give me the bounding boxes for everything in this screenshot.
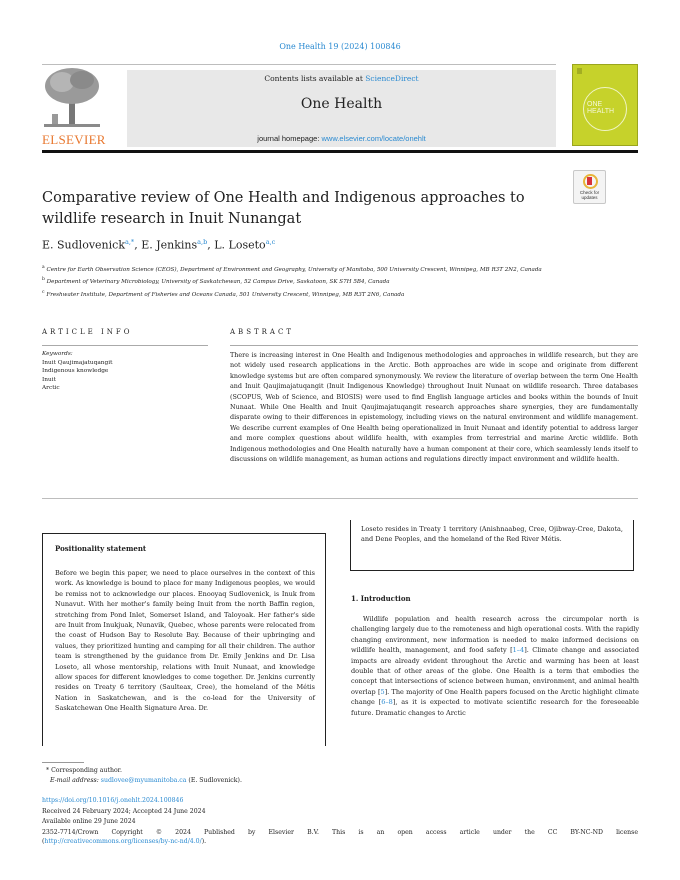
journal-homepage: journal homepage: www.elsevier.com/locate/onehlt	[257, 134, 426, 143]
available-online-date: Available online 29 June 2024	[42, 818, 136, 825]
positionality-heading: Positionality statement	[55, 544, 147, 553]
elsevier-tree-icon	[42, 66, 102, 130]
keyword-item: Indigenous knowledge	[42, 368, 109, 374]
author-name[interactable]: E. Jenkins	[141, 238, 198, 252]
elsevier-logo[interactable]	[42, 66, 106, 148]
article-title: Comparative review of One Health and Indigenous approaches to wildlife research in Inuit Nunangat	[42, 190, 525, 227]
abstract-rule	[230, 345, 638, 346]
header-bottom-rule	[42, 150, 638, 153]
header-top-rule	[42, 64, 556, 65]
check-for-updates-button[interactable]: Check for updates	[573, 170, 606, 204]
positionality-box-continued	[350, 520, 634, 571]
article-info-rule	[42, 345, 208, 346]
abstract-heading: ABSTRACT	[230, 328, 295, 336]
cover-title: ONE HEALTH	[587, 101, 615, 115]
sciencedirect-link[interactable]: ScienceDirect	[365, 74, 419, 83]
copyright-notice: 2352-7714/Crown Copyright © 2024 Published by Elsevier B.V. This is an open access article under the CC BY-NC-ND license	[42, 829, 638, 836]
introduction-paragraph: Wildlife population and health research across the circumpolar north is challenging largely due to the remoteness and high operational costs. With the rapidly changing environment, new information is needed to make informed decisions on wildlife health, management, and food safety [1–4]. Climate change and associated impacts are already evident throughout the Arctic and warming has been at least double that of other areas of the globe. One Health is a term that embodies the concept that intersections of science between human, environment, and animal health overlap [5]. The majority of One Health papers focused on the Arctic highlight climate change [6–8], as it is expected to motivate scientific research for the foreseeable future. Dramatic changes to Arctic	[351, 615, 639, 717]
abstract-text: There is increasing interest in One Health and Indigenous methodologies and approaches in wildlife research, but they are not widely used research applications in the Arctic. Both approaches are wide in scope and originate from different knowledge systems but are often compared synonymously. We review the literature of overlap between the term One Health and Inuit Qaujimajatuqangit (Inuit Indigenous Knowledge) throughout Inuit Nunaat on wildlife research. Three databases (SCOPUS, Web of Science, and BIOSIS) were used to find English language articles and books within the bounds of Inuit Nunaat. While One Health and Inuit Qaujimajatuqangit research approaches share synergies, they are fundamentally disparate owing to their differences in epistemology, including views on the natural environment and wildlife management. We describe current examples of One Health being operationalized in Inuit Nunaat and identify potential to address larger and more complex questions about wildlife health, with examples from terrestrial and marine Arctic wildlife. Both Indigenous methodologies and One Health naturally have a human component at their core, which seamlessly lends itself to discussions on wildlife management, as human actions and regulations directly impact environment and wildlife health.	[230, 351, 638, 464]
license-link[interactable]: http://creativecommons.org/licenses/by-nc-nd/4.0/	[44, 838, 202, 845]
author-name[interactable]: E. Sudlovenick	[42, 238, 125, 252]
citation-link[interactable]: 5	[380, 687, 385, 696]
journal-banner	[127, 70, 556, 147]
positionality-box	[42, 533, 326, 746]
journal-reference[interactable]: One Health 19 (2024) 100846	[279, 42, 401, 51]
author-name[interactable]: L. Loseto	[214, 238, 266, 252]
doi-link[interactable]: https://doi.org/10.1016/j.onehlt.2024.100846	[42, 797, 184, 804]
section-separator-rule	[42, 498, 638, 499]
keyword-item: Arctic	[42, 385, 60, 391]
corresponding-author-footnote: * Corresponding author. E-mail address: sudlovee@myumanitoba.ca (E. Sudlovenick).	[46, 767, 242, 784]
article-info-heading: ARTICLE INFO	[42, 328, 133, 336]
journal-title: One Health	[300, 96, 383, 112]
author-affiliation-marks[interactable]: a,*	[124, 238, 135, 246]
author-affiliation-marks[interactable]: a,b	[197, 238, 208, 246]
affiliation-item: $^c$ Freshwater Institute, Department of Fisheries and Oceans Canada, 501 University Crescent, Winnipeg, MB R3T 2N6, Canada	[42, 289, 405, 298]
journal-homepage-link[interactable]: www.elsevier.com/locate/onehlt	[321, 134, 426, 143]
keyword-item: Inuit Qaujimajatuqangit	[42, 359, 113, 366]
keywords-label: Keywords:	[42, 351, 73, 357]
keyword-item: Inuit	[42, 376, 56, 383]
citation-link[interactable]: 1–4	[512, 646, 525, 655]
contents-available: Contents lists available at ScienceDirect	[264, 74, 419, 83]
affiliations	[42, 263, 602, 300]
affiliation-item: $^b$ Department of Veterinary Microbiology, University of Saskatchewan, 52 Campus Drive, Saskatoon, SK S7H 5B4, Canada	[42, 277, 390, 286]
journal-cover-image[interactable]	[572, 64, 638, 146]
introduction-heading: 1. Introduction	[351, 594, 411, 603]
keywords-list	[42, 350, 112, 393]
author-affiliation-marks[interactable]: a,c	[265, 238, 276, 246]
elsevier-mini-logo-icon	[577, 68, 582, 74]
crossmark-flag-icon	[587, 177, 592, 185]
author-list: E. Sudlovenick$^{a,*}$, E. Jenkins$^{a,b}$, L. Loseto$^{a,c}$	[42, 238, 276, 252]
positionality-text: Before we begin this paper, we need to place ourselves in the context of this work. As knowledge is bound to place for many Indigenous peoples, we would be remiss not to acknowledge our places. Enooyaq Sudlovenick, is Inuk from Nunavut. With her mother's family being Inuit from the north Baffin region, stretching from Pond Inlet, Somerset Island, and Taloyoak. Her father's side are Inuit from Inukjuak, Nunavik, Quebec, whose parents were relocated from the coast of Hudson Bay to Resolute Bay. Because of their upbringing and values, they prioritized hunting and camping for all their children. The author team is strengthened by the guidance from Dr. Emily Jenkins and Dr. Lisa Loseto, all whose mentorship, relations with Inuit Nunaat, and knowledge allow spaces for different knowledges to come together. Dr. Jenkins currently resides on Treaty 6 territory (Saulteax, Cree), the homeland of the Métis Nation in Saskatchewan, and is the co-lead for the University of Saskatchewan One Health Signature Area. Dr.	[55, 569, 315, 713]
received-accepted-dates: Received 24 February 2024; Accepted 24 June 2024	[42, 808, 206, 815]
positionality-text-continued: Loseto resides in Treaty 1 territory (Anishnaabeg, Cree, Ojibway-Cree, Dakota, and Dene Peoples, and the homeland of the Red River Métis.	[361, 525, 623, 544]
affiliation-item: $^a$ Centre for Earth Observation Science (CEOS), Department of Environment and Geography, University of Manitoba, 500 University Crescent, Winnipeg, MB R3T 2N2, Canada	[42, 265, 542, 273]
elsevier-wordmark: ELSEVIER	[42, 132, 106, 147]
email-link[interactable]: sudlovee@myumanitoba.ca	[100, 777, 187, 784]
footnote-rule	[42, 762, 84, 763]
citation-link[interactable]: 6–8	[381, 698, 393, 707]
license-line: (http://creativecommons.org/licenses/by-nc-nd/4.0/).	[42, 838, 207, 845]
